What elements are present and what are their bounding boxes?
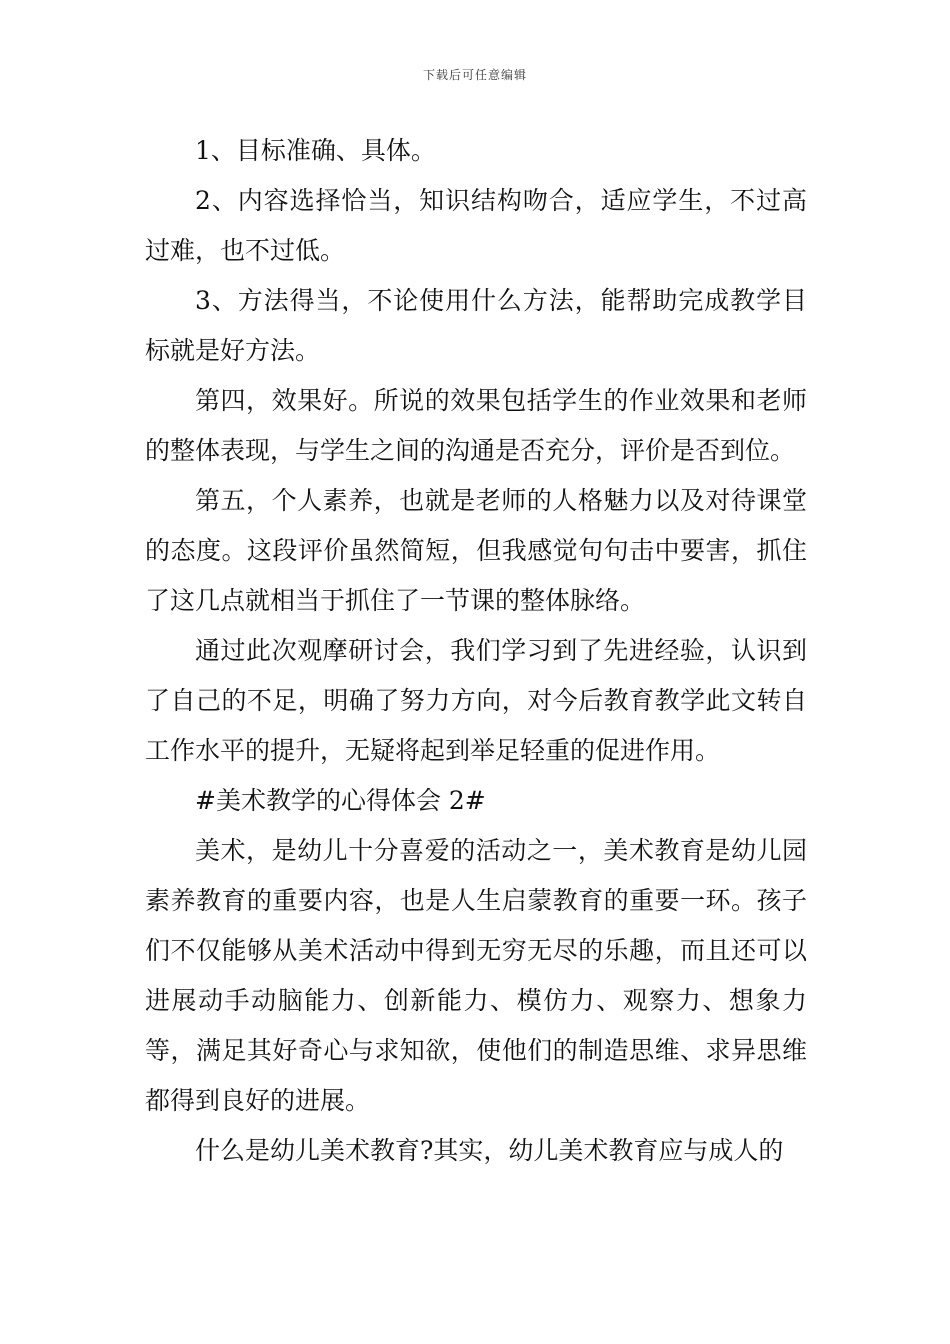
paragraph-fourth: 第四，效果好。所说的效果包括学生的作业效果和老师的整体表现，与学生之间的沟通是否充分，评价是否到位。 <box>145 386 807 465</box>
paragraph-content: 2、内容选择恰当，知识结构吻合，适应学生，不过高过难，也不过低。 <box>145 186 807 265</box>
section-heading: #美术教学的心得体会 2# <box>195 786 486 815</box>
paragraph-fifth: 第五，个人素养，也就是老师的人格魅力以及对待课堂的态度。这段评价虽然简短，但我感觉句句击中要害，抓住了这几点就相当于抓住了一节课的整体脉络。 <box>145 486 807 615</box>
paragraph-goal: 1、目标准确、具体。 <box>195 136 436 165</box>
paragraph-art-question: 什么是幼儿美术教育?其实，幼儿美术教育应与成人的 <box>195 1136 784 1165</box>
paragraph-method: 3、方法得当，不论使用什么方法，能帮助完成教学目标就是好方法。 <box>145 286 807 365</box>
paragraph-art-intro: 美术，是幼儿十分喜爱的活动之一，美术教育是幼儿园素养教育的重要内容，也是人生启蒙教育的重要一环。孩子们不仅能够从美术活动中得到无穷无尽的乐趣，而且还可以进展动手动脑能力、创新能力、模仿力、观察力、想象力等，满足其好奇心与求知欲，使他们的制造思维、求异思维都得到良好的进展。 <box>145 836 807 1115</box>
page-header: 下载后可任意编辑 <box>422 68 527 82</box>
document-body <box>145 126 807 1176</box>
paragraph-conclusion: 通过此次观摩研讨会，我们学习到了先进经验，认识到了自己的不足，明确了努力方向，对今后教育教学此文转自工作水平的提升，无疑将起到举足轻重的促进作用。 <box>145 636 807 765</box>
